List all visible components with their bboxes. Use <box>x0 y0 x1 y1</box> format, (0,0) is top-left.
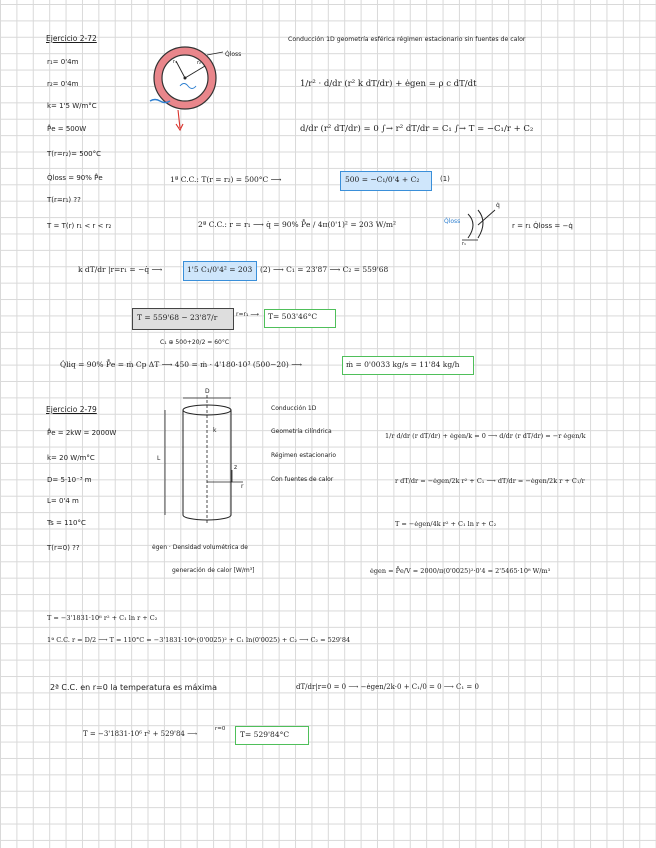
ex1-t-at-r1: r=r₁ ⟶ <box>236 311 259 318</box>
ex1-t-result: T = 559'68 − 23'87/r <box>137 313 218 322</box>
flux-sketch-right: r = r₁ Q̇loss = −q̇ <box>512 222 573 230</box>
ex1-t-r2: T(r=r₂)= 500°C <box>47 150 102 158</box>
ex2-t-general: T = −3'1831·10⁶ r² + C₁ ln r + C₂ <box>47 614 158 622</box>
ex2-egen-def2: generación de calor [W/m³] <box>172 567 255 574</box>
ex2-t0-question: T(r=0) ?? <box>47 544 80 552</box>
ex1-flux-box-text: 1'5 C₁/0'4² = 203 <box>187 265 253 274</box>
ex2-cc2-text: 2ª C.C. en r=0 la temperatura es máxima <box>50 683 217 692</box>
ex1-flux-result: (2) ⟶ C₁ = 23'87 ⟶ C₂ = 559'68 <box>260 265 389 274</box>
ex1-q-loss: Q̇loss = 90% P̊e <box>47 174 103 182</box>
flux-sketch-q: q̇ <box>496 202 500 209</box>
ex2-power: P̊e = 2kW = 2000W <box>47 429 117 437</box>
cylinder-l-label: L <box>157 455 161 462</box>
ex2-note-1: Conducción 1D <box>271 405 317 412</box>
sphere-r1-label: r₁ <box>173 59 178 65</box>
ex1-title: Ejercicio 2-72 <box>46 34 97 43</box>
ex2-eq3: T = −ėgen/4k r² + C₁ ln r + C₂ <box>395 520 497 528</box>
ex1-flux-eq: k dT/dr |r=r₁ = −q̇ ⟶ <box>78 265 163 274</box>
ex2-t-final: T = −3'1831·10⁶ r² + 529'84 ⟶ <box>83 730 198 738</box>
sphere-diagram <box>150 47 223 130</box>
cylinder-k-label: k <box>213 427 217 434</box>
ex1-cc1-ref: (1) <box>440 175 450 183</box>
flux-sketch-label: Q̇loss <box>444 218 461 225</box>
ex1-header-right: Conducción 1D geometría esférica régimen estacionario sin fuentes de calor <box>288 36 526 43</box>
ex1-cc1: 1ª C.C.: T(r = r₂) = 500°C ⟶ <box>170 175 282 184</box>
ex1-t-def: T = T(r) r₁ < r < r₂ <box>47 222 112 230</box>
cylinder-d-label: D <box>205 388 210 395</box>
sphere-r2-label: r₂ <box>197 60 202 66</box>
ex2-t-final-value: T= 529'84°C <box>240 730 290 739</box>
ex1-r2: r₂= 0'4m <box>47 80 79 88</box>
sphere-qloss-label: Q̇loss <box>225 51 242 58</box>
ex2-note-3: Régimen estacionario <box>271 452 337 459</box>
ex2-note-4: Con fuentes de calor <box>271 476 334 483</box>
cylinder-z-label: z <box>234 464 238 471</box>
ex2-d: D= 5·10⁻³ m <box>47 476 92 484</box>
ex2-egen-def: ėgen · Densidad volumétrica de <box>152 544 248 551</box>
ex1-cc2: 2ª C.C.: r = r₁ ⟶ q̇ = 90% P̊e / 4π(0'1)² = 203 W/m² <box>198 220 397 229</box>
ex1-k: k= 1'5 W/m°C <box>47 102 97 110</box>
cylinder-diagram <box>165 395 243 525</box>
ex2-eq2: r dT/dr = −ėgen/2k r² + C₁ ⟶ dT/dr = −ėgen/2k r + C₁/r <box>395 477 585 485</box>
ex1-flow-box-text: ṁ = 0'0033 kg/s = 11'84 kg/h <box>346 360 460 369</box>
ex1-eq-simplified: d/dr (r² dT/dr) = 0 ∫→ r² dT/dr = C₁ ∫→ T = −C₁/r + C₂ <box>300 124 534 134</box>
ex2-l: L= 0'4 m <box>47 497 79 505</box>
ex2-note-2: Geometría cilíndrica <box>271 428 332 435</box>
ex1-flow-note: C₁ ⊕ 500+20/2 = 60°C <box>160 339 230 346</box>
flux-sketch-r1: r₁ <box>462 241 467 247</box>
ex1-t-r1-question: T(r=r₁) ?? <box>47 196 81 204</box>
ex1-flow-eq: Q̇liq = 90% P̊e = ṁ Cp ΔT ⟶ 450 = ṁ · 4'180·10³ (500−20) ⟶ <box>60 360 302 369</box>
ex1-t-r1-value: T= 503'46°C <box>268 312 318 321</box>
ex1-r1: r₁= 0'4m <box>47 58 79 66</box>
ex2-k: k= 20 W/m°C <box>47 454 95 462</box>
ex2-cc1: 1ª C.C. r = D/2 ⟶ T = 110°C = −3'1831·10⁶·(0'0025)² + C₁ ln(0'0025) + C₂ ⟶ C₂ = 529'84 <box>47 636 351 644</box>
ex1-cc1-box-text: 500 = −C₁/0'4 + C₂ <box>345 175 420 184</box>
ex2-cc2-eq: dT/dr|r=0 = 0 ⟶ −ėgen/2k·0 + C₁/0 = 0 ⟶ C₁ = 0 <box>296 683 479 691</box>
ex2-ts: Ts = 110°C <box>47 519 86 527</box>
ex2-t-final-arrow: r=0 <box>215 726 226 732</box>
ex2-eq1: 1/r d/dr (r dT/dr) + ėgen/k = 0 ⟶ d/dr (r dT/dr) = −r ėgen/k <box>385 432 586 440</box>
ex1-power: P̊e = 500W <box>47 125 87 133</box>
ex2-egen-value: ėgen = P̊e/V = 2000/π(0'0025)²·0'4 = 2'5465·10⁸ W/m³ <box>370 567 551 575</box>
flux-sketch <box>462 210 495 240</box>
cylinder-r-label: r <box>241 483 244 490</box>
ex1-eq-general: 1/r² · d/dr (r² k dT/dr) + ėgen = ρ c dT/dt <box>300 79 477 89</box>
ex2-title: Ejercicio 2-79 <box>46 405 97 414</box>
